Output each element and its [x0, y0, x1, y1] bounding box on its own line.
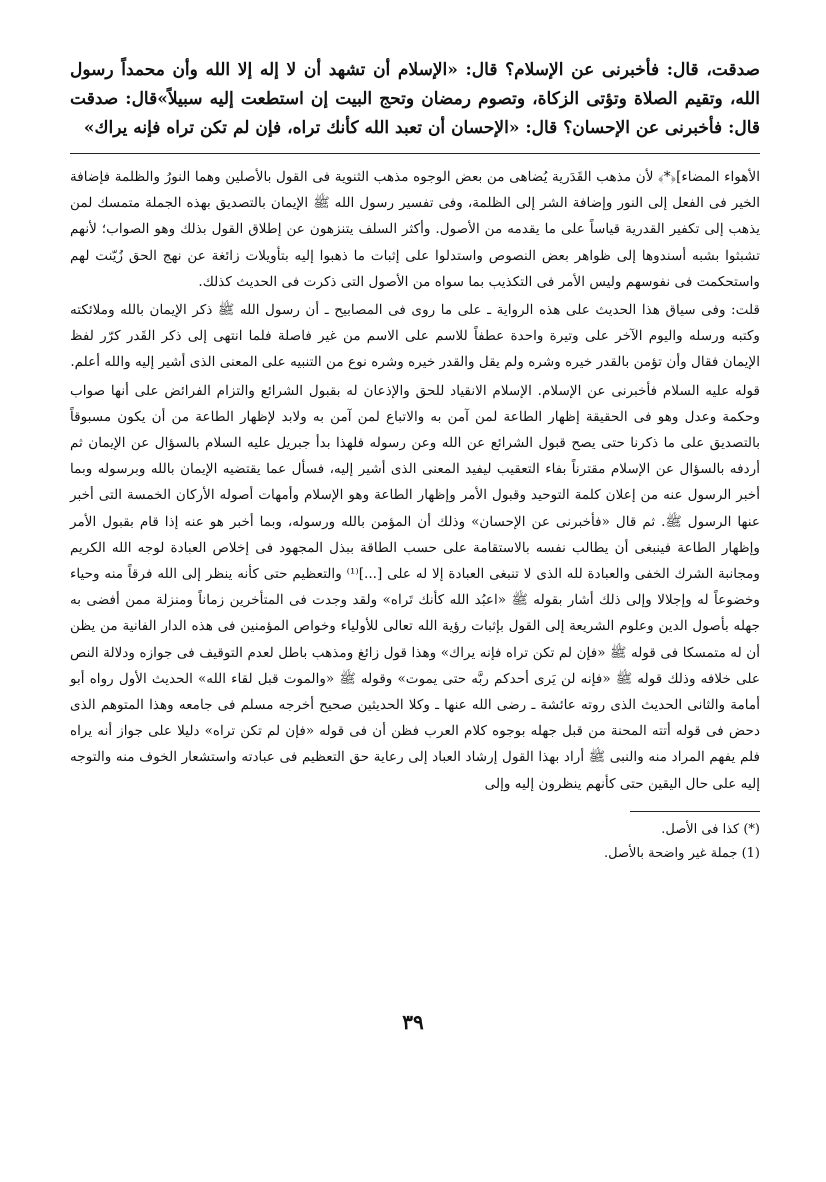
footnote-2: (1) جملة غير واضحة بالأصل. [604, 845, 760, 861]
main-separator-line [70, 153, 760, 154]
footnote-1: (*) كذا فى الأصل. [661, 821, 760, 837]
page-number: ٣٩ [402, 1010, 424, 1034]
hadith-line-2: الله، وتقيم الصلاة وتؤتى الزكاة، وتصوم رمضان وتحج البيت إن استطعت إليه سبيلاً»قال: صدقت [70, 89, 760, 109]
footnote-separator-line [630, 811, 760, 812]
commentary-paragraph-1: الأهواء المضاء]﴿*﴾ لأن مذهب القَدَرية يُضاهى من بعض الوجوه مذهب الثنوية فى القول بالأصلين وهما النورُ والظلمة فإضافة الخير فى الفعل إلى النور وإضافة الشر إلى الظلمة، وفى تفسير رسول الله ﷺ الإيمان بالتصديق بهذه الجملة متمسك لمن يذهب إلى تكفير القدرية قياساً على ما يقدمه من الأصول. وأكثر السلف يتنزهون عن إطلاق القول بذلك وهو الصواب؛ لأنهم تشبثوا بشبه أسندوها إلى ظواهر بعض النصوص واستدلوا على إثبات ما ذهبوا إليه بتأويلات زائغة عن نهج الحق زُيّنت لهم واستحكمت فى نفوسهم وليس الأمر فى التكذيب بما سواه من الأصول التى ذكرت فى الحديث كذلك. [70, 169, 760, 290]
footnotes-block [70, 818, 760, 866]
commentary-paragraph-3: قوله عليه السلام فأخبرنى عن الإسلام. الإسلام الانقياد للحق والإذعان له بقبول الشرائع والتزام الفرائض على أنها صواب وحكمة وعدل وهو فى الحقيقة إظهار الطاعة لمن آمن به والاتباع لمن آمن به ولابد لإظهار الطاعة من أن يكون مسبوقاً بالتصديق على ما ذكرنا حتى يصح قبول الشرائع عن الله وعن رسوله فلهذا بدأ جبريل عليه السلام بالسؤال عن الإيمان ثم أردفه بالسؤال عن الإسلام مقترناً بفاء التعقيب ليفيد المعنى الذى أشير إليه، فسأل عما يقتضيه الإيمان بالله وبرسوله وبما أخبر الرسول عنه من إعلان كلمة التوحيد وقبول الأمر وإظهار الطاعة وهو الإسلام وأمهات أصوله الأركان الخمسة التى أخبر عنها الرسول ﷺ. ثم قال «فأخبرنى عن الإحسان» وذلك أن المؤمن بالله ورسوله، وبما أخبر هو عنه إذا قام بقبول الأمر وإظهار الطاعة فينبغى أن يطالب نفسه بالاستقامة على حسب الطاقة ببذل المجهود فى إخلاص العبادة لوجه الله الكريم ومجانبة الشرك الخفى والعبادة لله الذى لا تنبغى العبادة إلا له على [...]⁽¹⁾ والتعظيم حتى كأنه ينظر إلى الله فرقاً منه وحياء وخضوعاً له وإجلالا وإلى ذلك أشار بقوله ﷺ «اعبُد الله كأنك تَراه» ولقد وجدت فى المتأخرين زماناً ومنزلة ممن أفضى به جهله بأصول الدين وعلوم الشريعة إلى القول بإثبات رؤية الله تعالى للأولياء وخواص المؤمنين فى هذه الدار الفانية من يظن أن له متمسكا فى قوله ﷺ «فإن لم تكن تراه فإنه يراك» وهذا قول زائغ ومذهب باطل لعدم التوقيف فى جوازه ودلالة النص على خلافه وذلك قوله ﷺ «فإنه لن يَرى أحدكم ربَّه حتى يموت» وقوله ﷺ «والموت قبل لقاء الله» الحديث الأول رواه أبو أمامة والثانى الحديث الذى روته عائشة ـ رضى الله عنها ـ وكلا الحديثين صحيح أخرجه مسلم فى جامعه وهذا المتوهم الذى دحض فى قوله أتته المحنة من قبل جهله بوجوه كلام العرب فظن أن فى قوله «فإن لم تكن تراه» دليلا على جواز أنه يراه فلم يفهم المراد منه والنبى ﷺ أراد بهذا القول إرشاد العباد إلى رعاية حق التعظيم فى عبادته واستشعار الخوف منه والتوجه إليه على حال اليقين حتى كأنهم ينظرون إليه وإلى [70, 382, 760, 792]
hadith-text-block [70, 56, 760, 143]
hadith-line-1: صدقت، قال: فأخبرنى عن الإسلام؟ قال: «الإسلام أن تشهد أن لا إله إلا الله وأن محمداً رسول [70, 60, 760, 80]
commentary-block [70, 164, 760, 797]
hadith-line-3: قال: فأخبرنى عن الإحسان؟ قال: «الإحسان أن تعبد الله كأنك تراه، فإن لم تكن تراه فإنه يراك» [83, 118, 760, 138]
commentary-paragraph-2: قلت: وفى سياق هذا الحديث على هذه الرواية ـ على ما روى فى المصابيح ـ أن رسول الله ﷺ ذكر الإيمان بالله وملائكته وكتبه ورسله واليوم الآخر على وتيرة واحدة عطفاً للاسم على الاسم من غير فاصلة فلما انتهى إلى ذكر القَدر كرّر لفظ الإيمان فقال وأن تؤمن بالقدر خيره وشره ولم يقل والقدر خيره وشره نوع من التنبيه على المعنى الذى أشير إليه والله أعلم. [70, 302, 760, 371]
